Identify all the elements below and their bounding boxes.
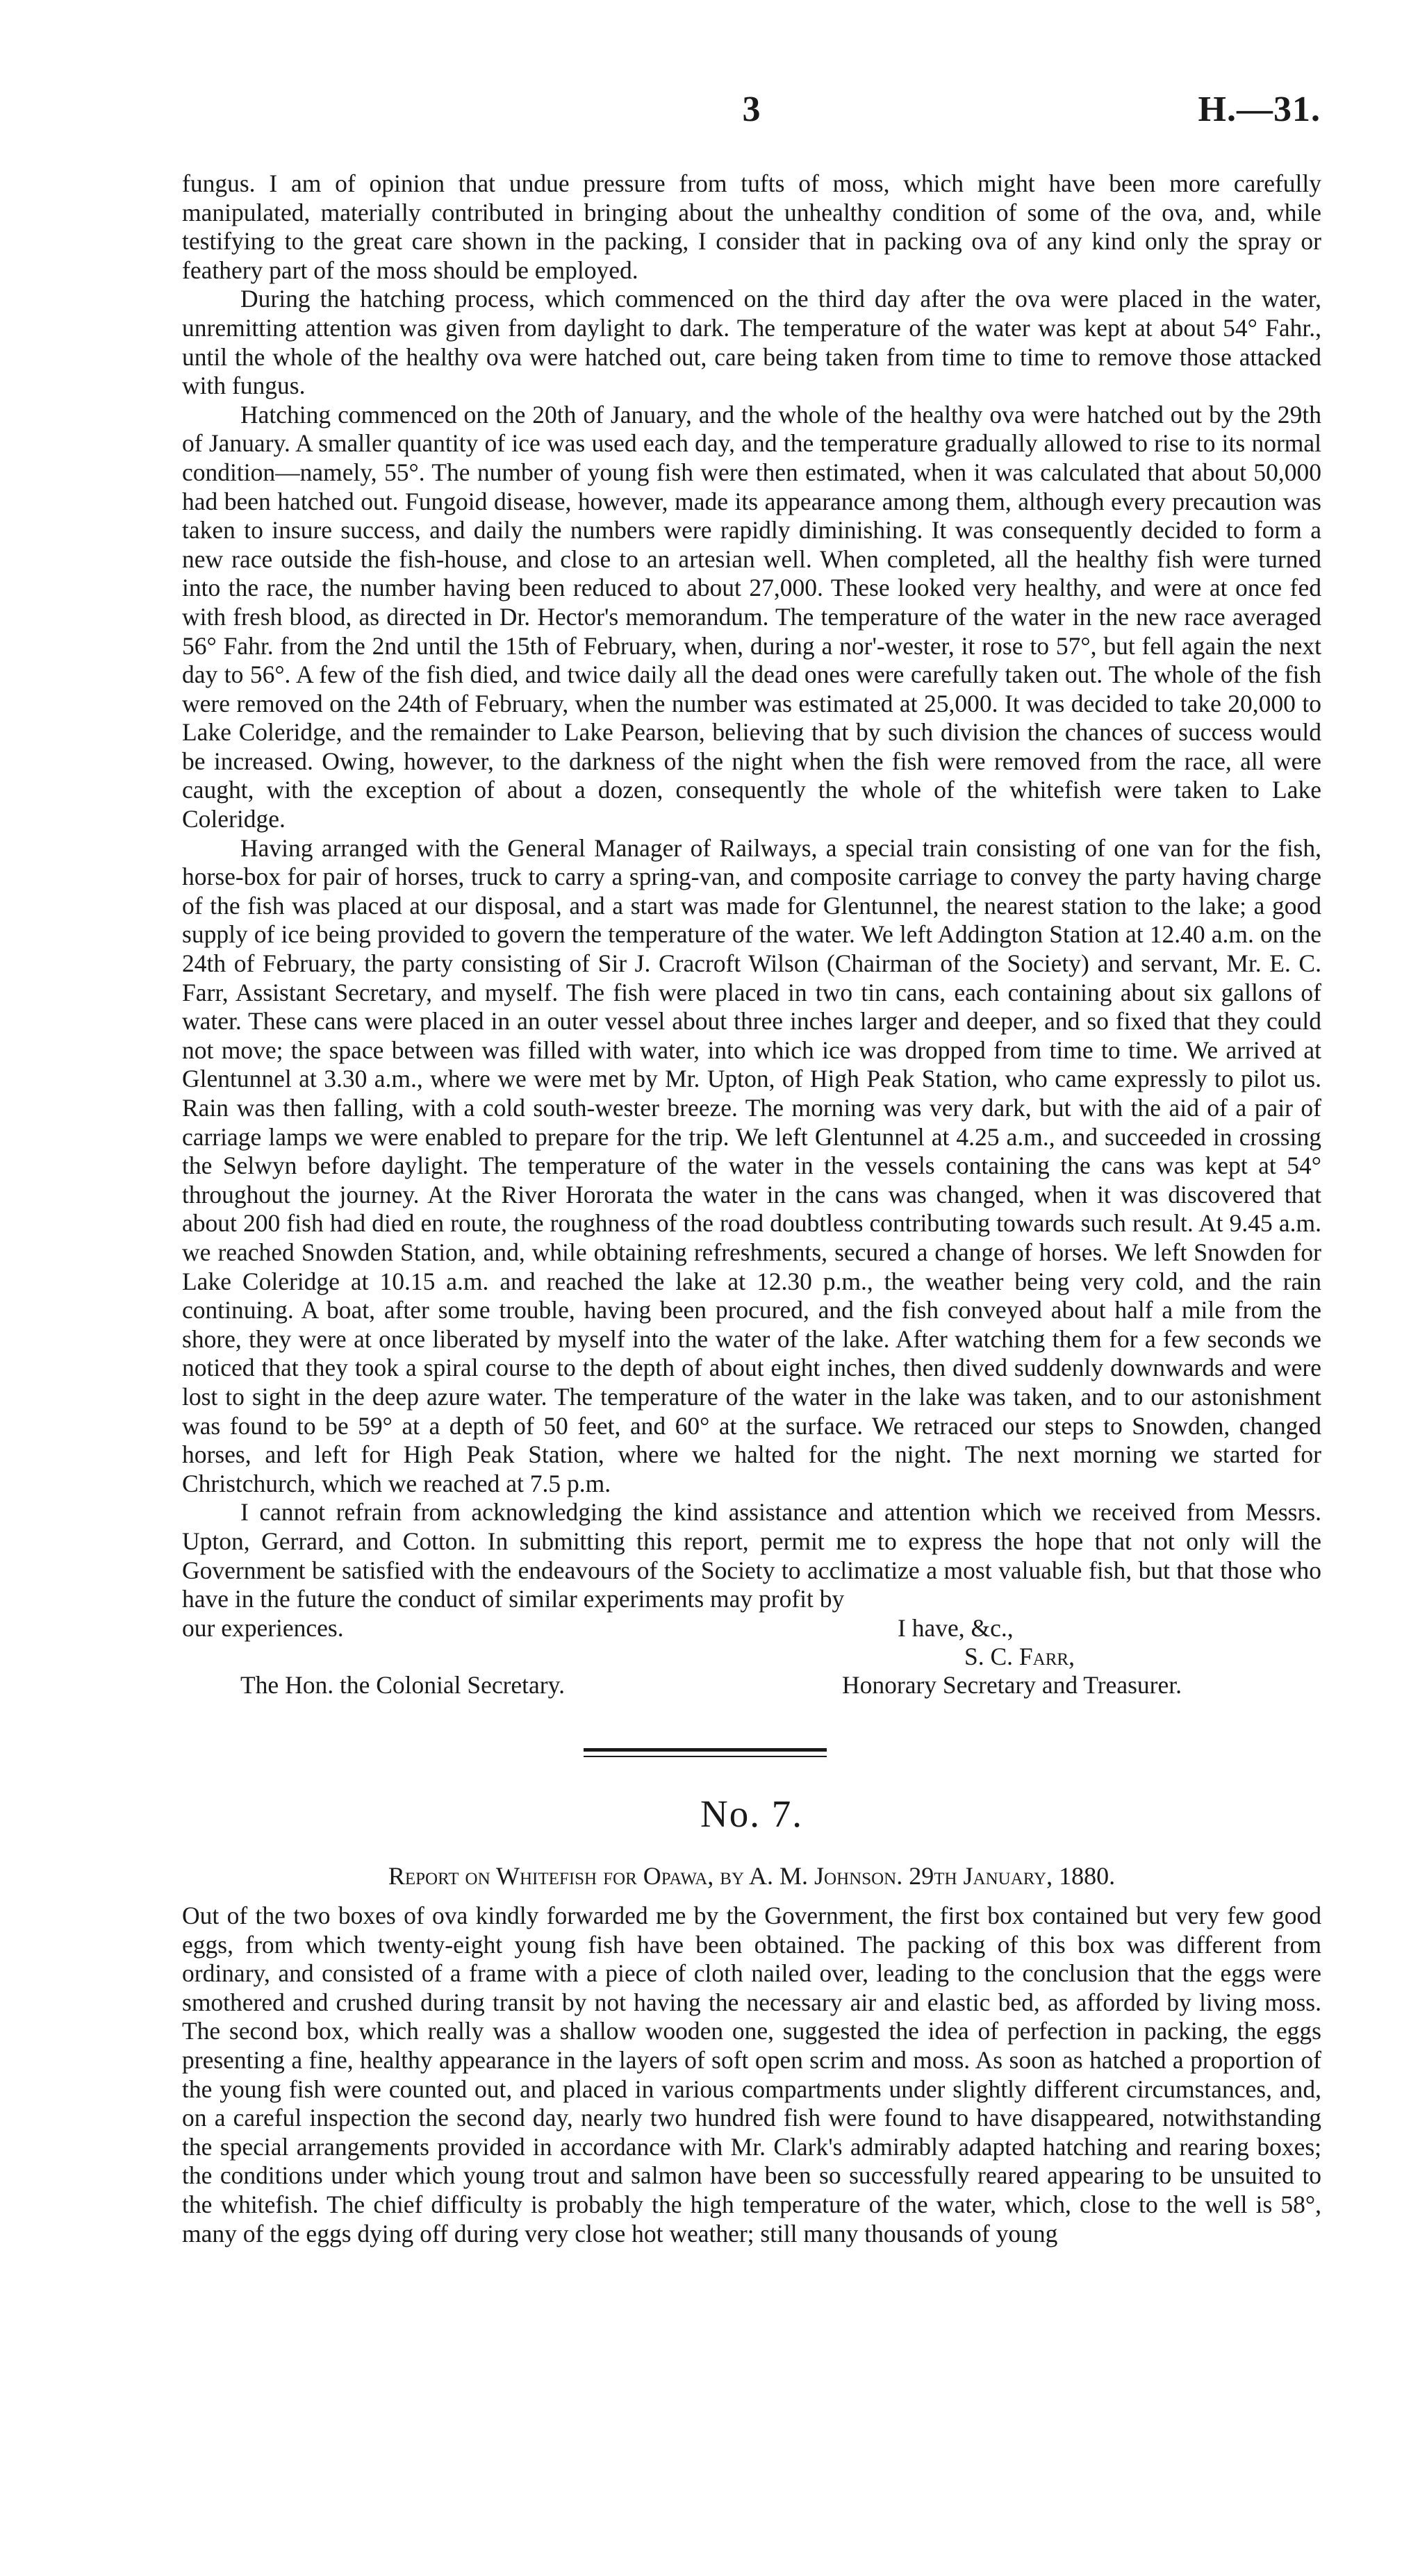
section-divider xyxy=(584,1748,827,1757)
signatory-name: S. C. Farr, xyxy=(964,1642,1075,1670)
section-heading: No. 7. xyxy=(700,1793,803,1835)
report-paragraph: Out of the two boxes of ova kindly forwarded me by the Government, the first box contained but very few good eggs, from which twenty-eight young fish have been obtained. The packing of this box was different from ordinary, and consisted of a frame with a piece of cloth nailed over, leading to the conclusion that the eggs were smothered and crushed during transit by not having the necessary air and elastic bed, as afforded by living moss. The second box, which really was a shallow wooden one, suggested the idea of perfection in packing, the eggs presenting a fine, healthy appearance in the layers of soft open scrim and moss. As soon as hatched a proportion of the young fish were counted out, and placed in various compartments under slightly different circumstances, and, on a careful inspection the second day, nearly two hundred fish were found to have disappeared, notwithstanding the special arrangements provided in accordance with Mr. Clark's admirably adapted hatching and rearing boxes; the conditions under which young trout and salmon have been so successfully reared appearing to be unsuited to the whitefish. The chief difficulty is probably the high temperature of the water, which, close to the well is 58°, many of the eggs dying off during very close hot weather; still many thousands of young xyxy=(182,1902,1321,2247)
letter-paragraph: Hatching commenced on the 20th of January, and the whole of the healthy ova were hatched out by the 29th of January. A smaller quantity of ice was used each day, and the temperature gradually allowed to rise to its normal condition—namely, 55°. The number of young fish were then estimated, when it was calculated that about 50,000 had been hatched out. Fungoid disease, however, made its appearance among them, although every precaution was taken to insure success, and daily the numbers were rapidly diminishing. It was consequently decided to form a new race outside the fish-house, and close to an artesian well. When completed, all the healthy fish were turned into the race, the number having been reduced to about 27,000. These looked very healthy, and were at once fed with fresh blood, as directed in Dr. Hector's memorandum. The temperature of the water in the new race averaged 56° Fahr. from the 2nd until the 15th of February, when, during a nor'-wester, it rose to 57°, but fell again the next day to 56°. A few of the fish died, and twice daily all the dead ones were carefully taken out. The whole of the fish were removed on the 24th of February, when the number was estimated at 25,000. It was decided to take 20,000 to Lake Coleridge, and the remainder to Lake Pearson, believing that by such division the chances of success would be increased. Owing, however, to the darkness of the night when the fish were removed from the race, all were caught, with the exception of about a dozen, consequently the whole of the whitefish were taken to Lake Coleridge. xyxy=(182,400,1321,833)
document-reference: H.—31. xyxy=(1198,90,1321,129)
letter-paragraph: During the hatching process, which commenced on the third day after the ova were placed in the water, unremitting attention was given from daylight to dark. The temperature of the water was kept at about 54° Fahr., until the whole of the healthy ova were hatched out, care being taken from time to time to remove those attacked with fungus. xyxy=(182,285,1321,400)
letter-paragraph: Having arranged with the General Manager of Railways, a special train consisting of one van for the fish, horse-box for pair of horses, truck to carry a spring-van, and composite carriage to convey the party having charge of the fish was placed at our disposal, and a start was made for Glentunnel, the nearest station to the lake; a good supply of ice being provided to govern the temperature of the water. We left Addington Station at 12.40 a.m. on the 24th of February, the party consisting of Sir J. Cracroft Wilson (Chairman of the Society) and servant, Mr. E. C. Farr, Assistant Secretary, and myself. The fish were placed in two tin cans, each containing about six gallons of water. These cans were placed in an outer vessel about three inches larger and deeper, and so fixed that they could not move; the space between was filled with water, into which ice was dropped from time to time. We arrived at Glentunnel at 3.30 a.m., where we were met by Mr. Upton, of High Peak Station, who came expressly to pilot us. Rain was then falling, with a cold south-wester breeze. The morning was very dark, but with the aid of a pair of carriage lamps we were enabled to prepare for the trip. We left Glentunnel at 4.25 a.m., and succeeded in crossing the Selwyn before daylight. The temperature of the water in the vessels containing the cans was kept at 54° throughout the journey. At the River Hororata the water in the cans was changed, when it was discovered that about 200 fish had died en route, the roughness of the road doubtless contributing towards such result. At 9.45 a.m. we reached Snowden Station, and, while obtaining refreshments, secured a change of horses. We left Snowden for Lake Coleridge at 10.15 a.m. and reached the lake at 12.30 p.m., the weather being very cold, and the rain continuing. A boat, after some trouble, having been procured, and the fish conveyed about half a mile from the shore, they were at once liberated by myself into the water of the lake. After watching them for a few seconds we noticed that they took a spiral course to the depth of about eight inches, then dived suddenly downwards and were lost to sight in the deep azure water. The temperature of the water in the lake was taken, and to our astonishment was found to be 59° at a depth of 50 feet, and 60° at the surface. We retraced our steps to Snowden, changed horses, and left for High Peak Station, where we halted for the night. The next morning we started for Christchurch, which we reached at 7.5 p.m. xyxy=(182,833,1321,1497)
page-number: 3 xyxy=(742,90,761,129)
letter-paragraph: I cannot refrain from acknowledging the kind assistance and attention which we received from Messrs. Upton, Gerrard, and Cotton. In submitting this report, permit me to express the hope that not only will the Government be satisfied with the endeavours of the Society to acclimatize a most valuable fish, but that those who have in the future the conduct of similar experiments may profit by xyxy=(182,1498,1321,1613)
report-title: Report on Whitefish for Opawa, by A. M. Johnson. 29th January, 1880. xyxy=(388,1862,1116,1890)
signature-block xyxy=(182,1614,1321,1701)
signatory-title: Honorary Secretary and Treasurer. xyxy=(842,1670,1182,1699)
closing-salutation: I have, &c., xyxy=(898,1613,1014,1642)
recipient: The Hon. the Colonial Secretary. xyxy=(240,1670,565,1699)
page-header xyxy=(182,89,1321,139)
closing-line-start: our experiences. xyxy=(182,1613,344,1642)
letter-body xyxy=(182,169,1321,1701)
letter-paragraph: fungus. I am of opinion that undue pressure from tufts of moss, which might have been more carefully manipulated, materially contributed in bringing about the unhealthy condition of some of the ova, and, while testifying to the great care shown in the packing, I consider that in packing ova of any kind only the spray or feathery part of the moss should be employed. xyxy=(182,169,1321,284)
report-body xyxy=(182,1902,1321,2248)
